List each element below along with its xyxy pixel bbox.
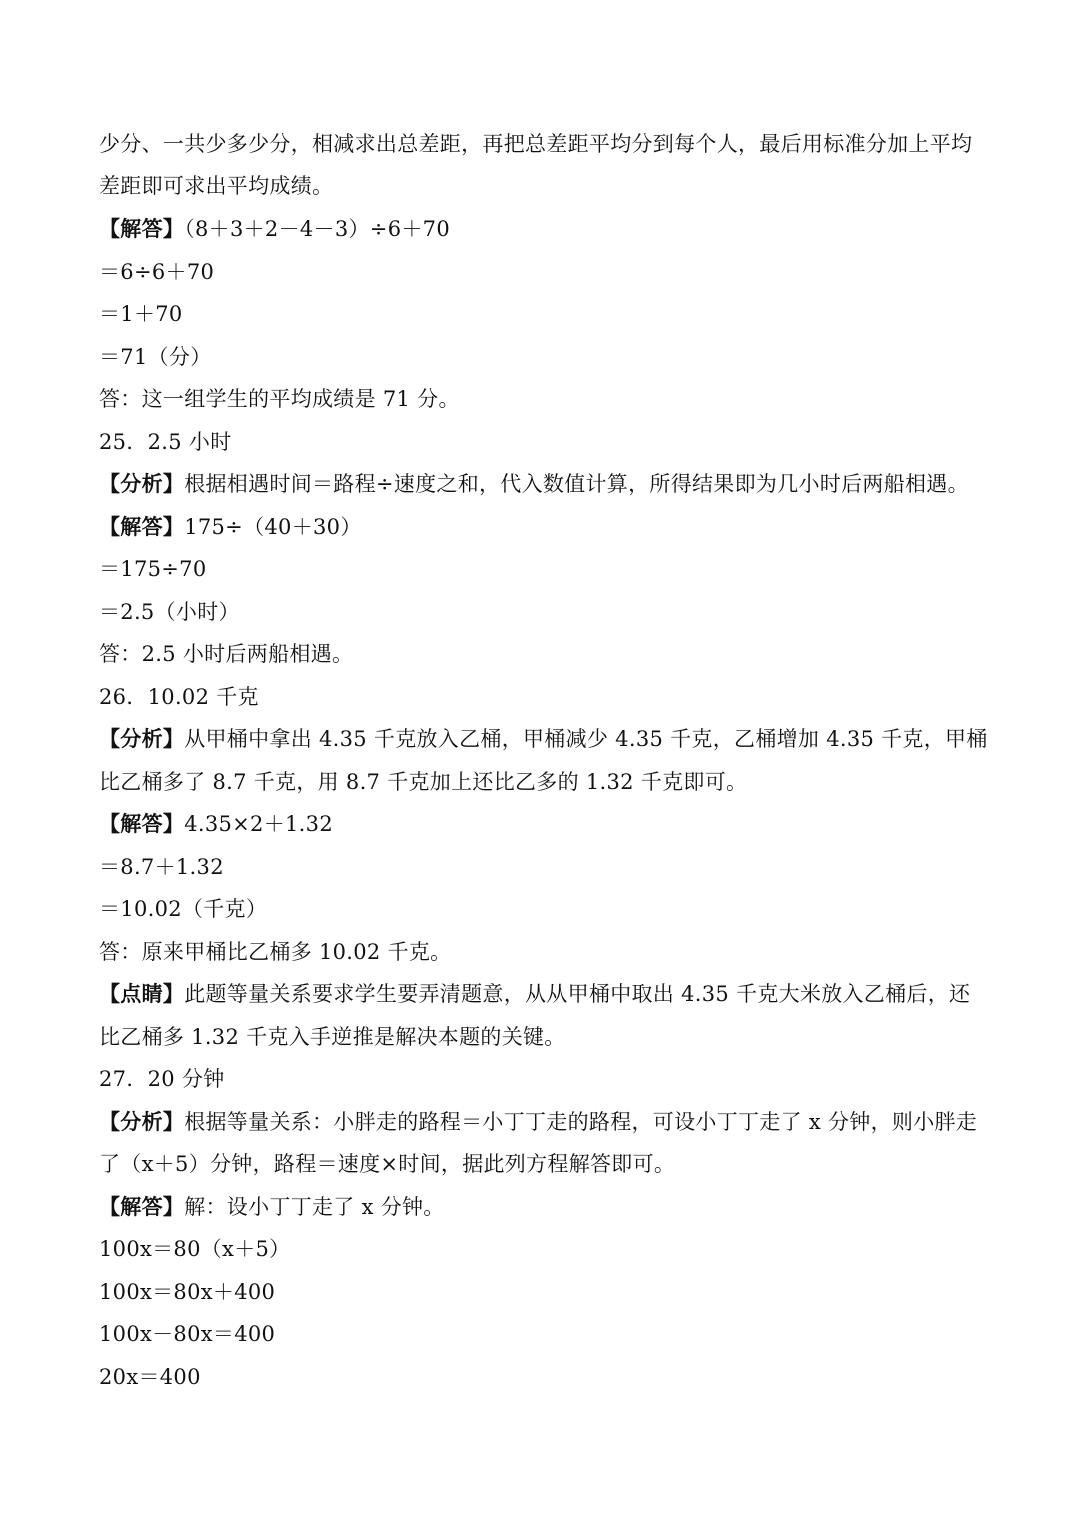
line-text: 根据相遇时间＝路程÷速度之和，代入数值计算，所得结果即为几小时后两船相遇。	[184, 472, 969, 496]
text-line	[99, 1016, 999, 1058]
line-text: ＝8.7＋1.32	[99, 855, 224, 879]
text-line	[99, 1143, 999, 1185]
line-text: 比乙桶多 1.32 千克入手逆推是解决本题的关键。	[99, 1025, 566, 1049]
text-line	[99, 1271, 999, 1313]
text-line	[99, 251, 999, 293]
text-line	[99, 888, 999, 930]
line-text: ＝6÷6＋70	[99, 260, 215, 284]
text-line	[99, 336, 999, 378]
line-text: 少分、一共少多少分，相减求出总差距，再把总差距平均分到每个人，最后用标准分加上平均	[99, 132, 973, 156]
question-heading	[99, 1058, 999, 1100]
line-text: 此题等量关系要求学生要弄清题意，从从甲桶中取出 4.35 千克大米放入乙桶后，还	[184, 982, 971, 1006]
line-text: ＝1＋70	[99, 302, 183, 326]
line-text: 解：设小丁丁走了 x 分钟。	[184, 1195, 445, 1219]
text-line	[99, 165, 999, 207]
text-line	[99, 1228, 999, 1270]
section-tag: 【解答】	[99, 217, 185, 241]
line-text: 差距即可求出平均成绩。	[99, 174, 334, 198]
line-text: 100x－80x＝400	[99, 1322, 276, 1346]
text-line	[99, 506, 999, 548]
line-text: 25．2.5 小时	[99, 430, 232, 454]
line-text: 根据等量关系：小胖走的路程＝小丁丁走的路程，可设小丁丁走了 x 分钟，则小胖走	[184, 1110, 978, 1134]
text-line	[99, 633, 999, 675]
text-line	[99, 208, 999, 250]
section-tag: 【解答】	[99, 812, 185, 836]
line-text: 答：原来甲桶比乙桶多 10.02 千克。	[99, 940, 452, 964]
line-text: ＝10.02（千克）	[99, 897, 268, 921]
text-line	[99, 718, 999, 760]
line-text: 了（x＋5）分钟，路程＝速度×时间，据此列方程解答即可。	[99, 1152, 676, 1176]
text-line	[99, 803, 999, 845]
section-tag: 【分析】	[99, 1110, 185, 1134]
text-line	[99, 761, 999, 803]
line-text: ＝2.5（小时）	[99, 600, 240, 624]
line-text: 100x＝80（x＋5）	[99, 1237, 291, 1261]
text-line	[99, 591, 999, 633]
line-text: 26．10.02 千克	[99, 685, 259, 709]
line-text: 比乙桶多了 8.7 千克，用 8.7 千克加上还比乙多的 1.32 千克即可。	[99, 770, 748, 794]
line-text: 20x＝400	[99, 1365, 201, 1389]
text-line	[99, 123, 999, 165]
line-text: 答：2.5 小时后两船相遇。	[99, 642, 354, 666]
section-tag: 【分析】	[99, 472, 185, 496]
text-line	[99, 931, 999, 973]
line-text: ＝175÷70	[99, 557, 207, 581]
text-line	[99, 973, 999, 1015]
line-text: （8＋3＋2－4－3）÷6＋70	[184, 217, 450, 241]
text-line	[99, 463, 999, 505]
section-tag: 【分析】	[99, 727, 185, 751]
section-tag: 【解答】	[99, 515, 185, 539]
text-line	[99, 378, 999, 420]
text-line	[99, 548, 999, 590]
text-line	[99, 1186, 999, 1228]
question-heading	[99, 676, 999, 718]
text-line	[99, 1356, 999, 1398]
line-text: 100x＝80x＋400	[99, 1280, 276, 1304]
line-text: 从甲桶中拿出 4.35 千克放入乙桶，甲桶减少 4.35 千克，乙桶增加 4.35 千克，甲桶	[184, 727, 988, 751]
section-tag: 【解答】	[99, 1195, 185, 1219]
section-tag: 【点睛】	[99, 982, 185, 1006]
text-line	[99, 1101, 999, 1143]
line-text: ＝71（分）	[99, 345, 212, 369]
line-text: 4.35×2＋1.32	[184, 812, 333, 836]
question-heading	[99, 421, 999, 463]
text-line	[99, 1313, 999, 1355]
line-text: 答：这一组学生的平均成绩是 71 分。	[99, 387, 460, 411]
text-line	[99, 293, 999, 335]
text-line	[99, 846, 999, 888]
line-text: 27．20 分钟	[99, 1067, 225, 1091]
line-text: 175÷（40＋30）	[184, 515, 362, 539]
